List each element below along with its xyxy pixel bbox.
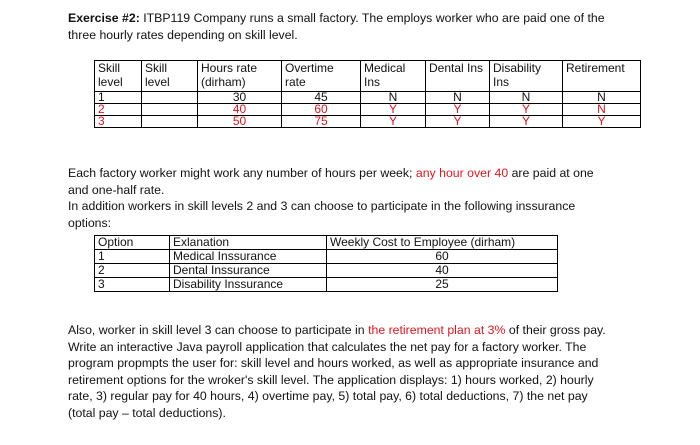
header-medical-ins: Medical Ins [361,61,426,92]
cell-medical-ins: Y [361,104,426,116]
header-weekly-cost: Weekly Cost to Employee (dirham) [327,236,558,250]
requirements-line6: (total pay – total deductions). [68,405,226,420]
cell-skill-level-2 [142,104,198,116]
header-explanation: Exlanation [170,236,327,250]
cell-dental-ins: N [426,92,490,104]
table-row [95,264,558,278]
cell-explanation: Dental Inssurance [170,264,327,278]
insurance-options-table [94,235,558,292]
cell-option: 1 [95,250,170,264]
hours-text-a: Each factory worker might work any number of hours per week; [68,166,416,180]
table-row [95,116,641,128]
cell-retirement: N [563,104,641,116]
cell-hours-rate: 50 [198,116,282,128]
header-disability-ins: Disability Ins [490,61,563,92]
cell-overtime-rate: 75 [282,116,361,128]
cell-disability-ins: Y [490,116,563,128]
cell-explanation: Medical Inssurance [170,250,327,264]
cell-option: 2 [95,264,170,278]
cell-dental-ins: Y [426,104,490,116]
pay-rates-table [94,60,641,128]
requirements-line5: rate, 3) regular pay for 40 hours, 4) overtime pay, 5) total pay, 6) total deductions, 7) the net pay [68,389,588,403]
hours-text-b: are paid at one [508,166,594,180]
hours-text-line2: and one-half rate. [68,182,165,197]
retirement-highlight: the retirement plan at 3% [368,323,506,337]
cell-overtime-rate: 60 [282,104,361,116]
requirements-paragraph [68,322,640,421]
table-row [95,104,641,116]
cell-skill-level: 2 [95,104,142,116]
cell-option: 3 [95,278,170,292]
insurance-header-row [95,236,558,250]
hours-paragraph [68,165,640,231]
table-row [95,92,641,104]
cell-retirement: Y [563,116,641,128]
overtime-highlight: any hour over 40 [415,166,509,180]
cell-skill-level: 3 [95,116,142,128]
retirement-text-b: of their gross pay. [505,323,606,337]
header-hours-rate: Hours rate (dirham) [198,61,282,92]
header-dental-ins: Dental Ins [426,61,490,92]
cell-medical-ins: Y [361,116,426,128]
table-row [95,250,558,264]
cell-disability-ins: Y [490,104,563,116]
exercise-label: Exercise #2: [68,11,140,25]
cell-explanation: Disability Inssurance [170,278,327,292]
header-option: Option [95,236,170,250]
requirements-line2: Write an interactive Java payroll application that calculates the net pay for a factory worker. The [68,339,587,354]
intro-paragraph [68,10,640,43]
cell-medical-ins: N [361,92,426,104]
requirements-line4: retirement options for the wroker's skill level. The application displays: 1) hours worked, 2) hourly [68,372,594,387]
pay-rates-header-row [95,61,641,92]
cell-weekly-cost: 40 [327,264,558,278]
cell-hours-rate: 40 [198,104,282,116]
cell-retirement: N [563,92,641,104]
cell-skill-level-2 [142,92,198,104]
intro-text-line2: three hourly rates depending on skill level. [68,27,298,42]
cell-hours-rate: 30 [198,92,282,104]
cell-disability-ins: N [490,92,563,104]
cell-weekly-cost: 60 [327,250,558,264]
hours-text-line3: In addition workers in skill levels 2 and 3 can choose to participate in the following inssurance [68,199,576,213]
cell-dental-ins: Y [426,116,490,128]
hours-text-line4: options: [68,215,112,230]
requirements-line3: program propmpts the user for: skill level and hours worked, as well as appropriate insurance and [68,356,599,370]
retirement-text-a: Also, worker in skill level 3 can choose to participate in [68,323,369,337]
header-skill-level: Skill level [95,61,142,92]
cell-skill-level: 1 [95,92,142,104]
header-skill-level-2: Skill level [142,61,198,92]
cell-overtime-rate: 45 [282,92,361,104]
cell-weekly-cost: 25 [327,278,558,292]
table-row [95,278,558,292]
cell-skill-level-2 [142,116,198,128]
intro-text-line1: ITBP119 Company runs a small factory. The employs worker who are paid one of the [139,11,605,25]
header-overtime-rate: Overtime rate [282,61,361,92]
header-retirement: Retirement [563,61,641,92]
